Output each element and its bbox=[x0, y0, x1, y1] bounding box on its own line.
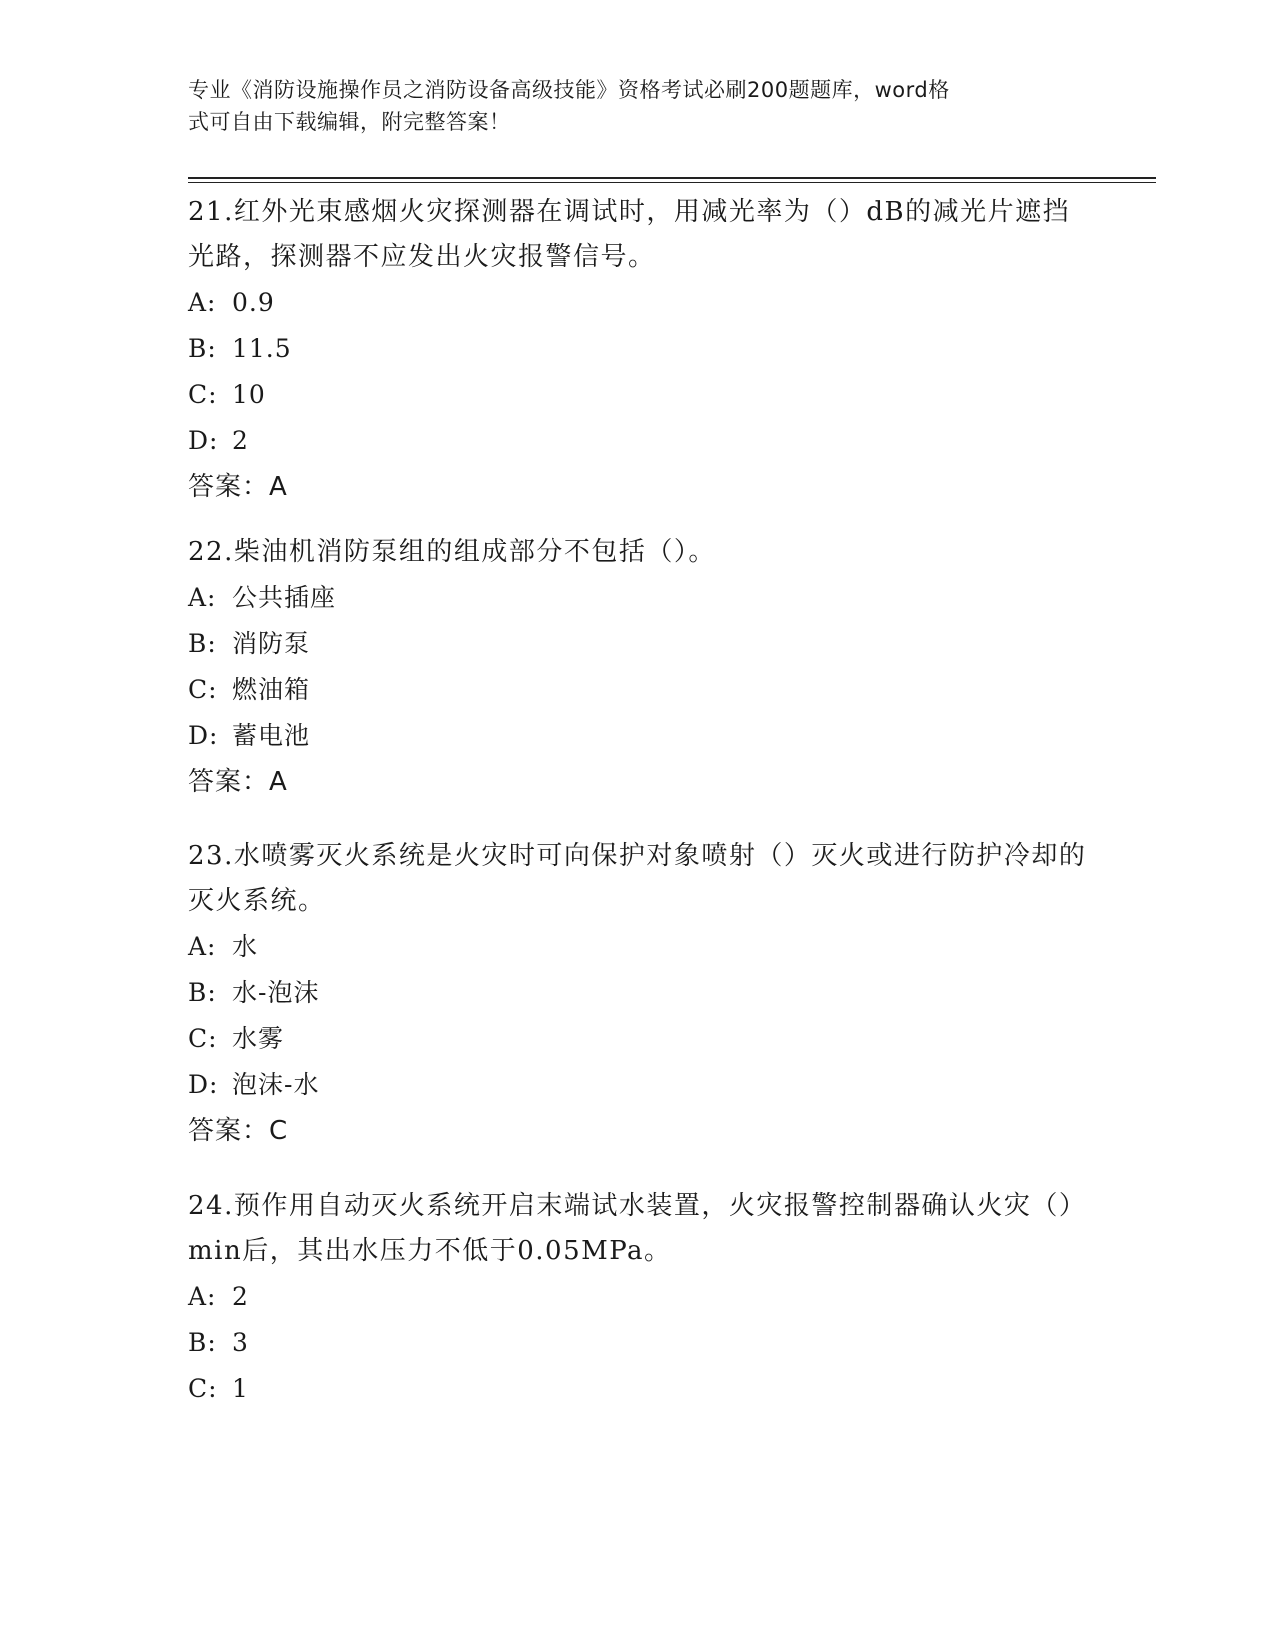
option-text: 水-泡沫 bbox=[232, 978, 320, 1007]
option-text: 10 bbox=[232, 380, 266, 409]
option-letter: B: bbox=[188, 334, 217, 363]
option-letter: C: bbox=[188, 1374, 218, 1403]
option-c bbox=[188, 372, 1088, 418]
option-text: 蓄电池 bbox=[232, 721, 311, 750]
option-letter: D: bbox=[188, 426, 219, 455]
option-text: 3 bbox=[232, 1328, 249, 1357]
option-letter: C: bbox=[188, 380, 218, 409]
option-d bbox=[188, 713, 1088, 759]
option-d bbox=[188, 1062, 1088, 1108]
option-text: 1 bbox=[232, 1374, 249, 1403]
option-a bbox=[188, 280, 1088, 326]
question-23 bbox=[188, 834, 1088, 1154]
option-c bbox=[188, 1016, 1088, 1062]
option-text: 燃油箱 bbox=[232, 675, 311, 704]
option-b bbox=[188, 970, 1088, 1016]
question-21 bbox=[188, 190, 1088, 510]
option-letter: C: bbox=[188, 675, 218, 704]
option-b bbox=[188, 621, 1088, 667]
intro-line-2: 式可自由下载编辑，附完整答案！ bbox=[188, 110, 511, 134]
option-b bbox=[188, 326, 1088, 372]
option-a bbox=[188, 575, 1088, 621]
header-divider-thin bbox=[188, 182, 1156, 183]
question-stem: 21.红外光束感烟火灾探测器在调试时，用减光率为（）dB的减光片遮挡光路，探测器不应发出火灾报警信号。 bbox=[188, 197, 1071, 272]
question-stem: 23.水喷雾灭火系统是火灾时可向保护对象喷射（）灭火或进行防护冷却的灭火系统。 bbox=[188, 841, 1087, 916]
option-a bbox=[188, 1274, 1088, 1320]
option-text: 0.9 bbox=[232, 288, 275, 317]
option-text: 2 bbox=[232, 426, 249, 455]
option-b bbox=[188, 1320, 1088, 1366]
option-letter: A: bbox=[188, 1282, 217, 1311]
option-letter: D: bbox=[188, 721, 219, 750]
option-text: 水雾 bbox=[232, 1024, 285, 1053]
option-letter: A: bbox=[188, 583, 217, 612]
intro-line-1: 专业《消防设施操作员之消防设备高级技能》资格考试必刷200题题库，word格 bbox=[188, 78, 950, 102]
answer-label: 答案：A bbox=[188, 472, 288, 502]
header-divider-thick bbox=[188, 177, 1156, 179]
option-text: 公共插座 bbox=[232, 583, 337, 612]
option-c bbox=[188, 667, 1088, 713]
option-letter: B: bbox=[188, 978, 217, 1007]
option-a bbox=[188, 924, 1088, 970]
option-letter: A: bbox=[188, 932, 217, 961]
option-text: 消防泵 bbox=[232, 629, 311, 658]
option-letter: B: bbox=[188, 1328, 217, 1357]
option-text: 11.5 bbox=[232, 334, 292, 363]
document-intro bbox=[188, 74, 1068, 138]
question-stem: 24.预作用自动灭火系统开启末端试水装置，火灾报警控制器确认火灾（）min后，其出水压力不低于0.05MPa。 bbox=[188, 1191, 1087, 1266]
option-d bbox=[188, 418, 1088, 464]
option-letter: B: bbox=[188, 629, 217, 658]
option-text: 水 bbox=[232, 932, 259, 961]
option-letter: D: bbox=[188, 1070, 219, 1099]
option-text: 泡沫-水 bbox=[232, 1070, 320, 1099]
option-c bbox=[188, 1366, 1088, 1412]
option-letter: A: bbox=[188, 288, 217, 317]
answer-label: 答案：A bbox=[188, 767, 288, 797]
question-22 bbox=[188, 530, 1088, 805]
option-letter: C: bbox=[188, 1024, 218, 1053]
question-24 bbox=[188, 1184, 1088, 1412]
option-text: 2 bbox=[232, 1282, 249, 1311]
answer-label: 答案：C bbox=[188, 1116, 289, 1146]
question-stem: 22.柴油机消防泵组的组成部分不包括（）。 bbox=[188, 537, 716, 567]
